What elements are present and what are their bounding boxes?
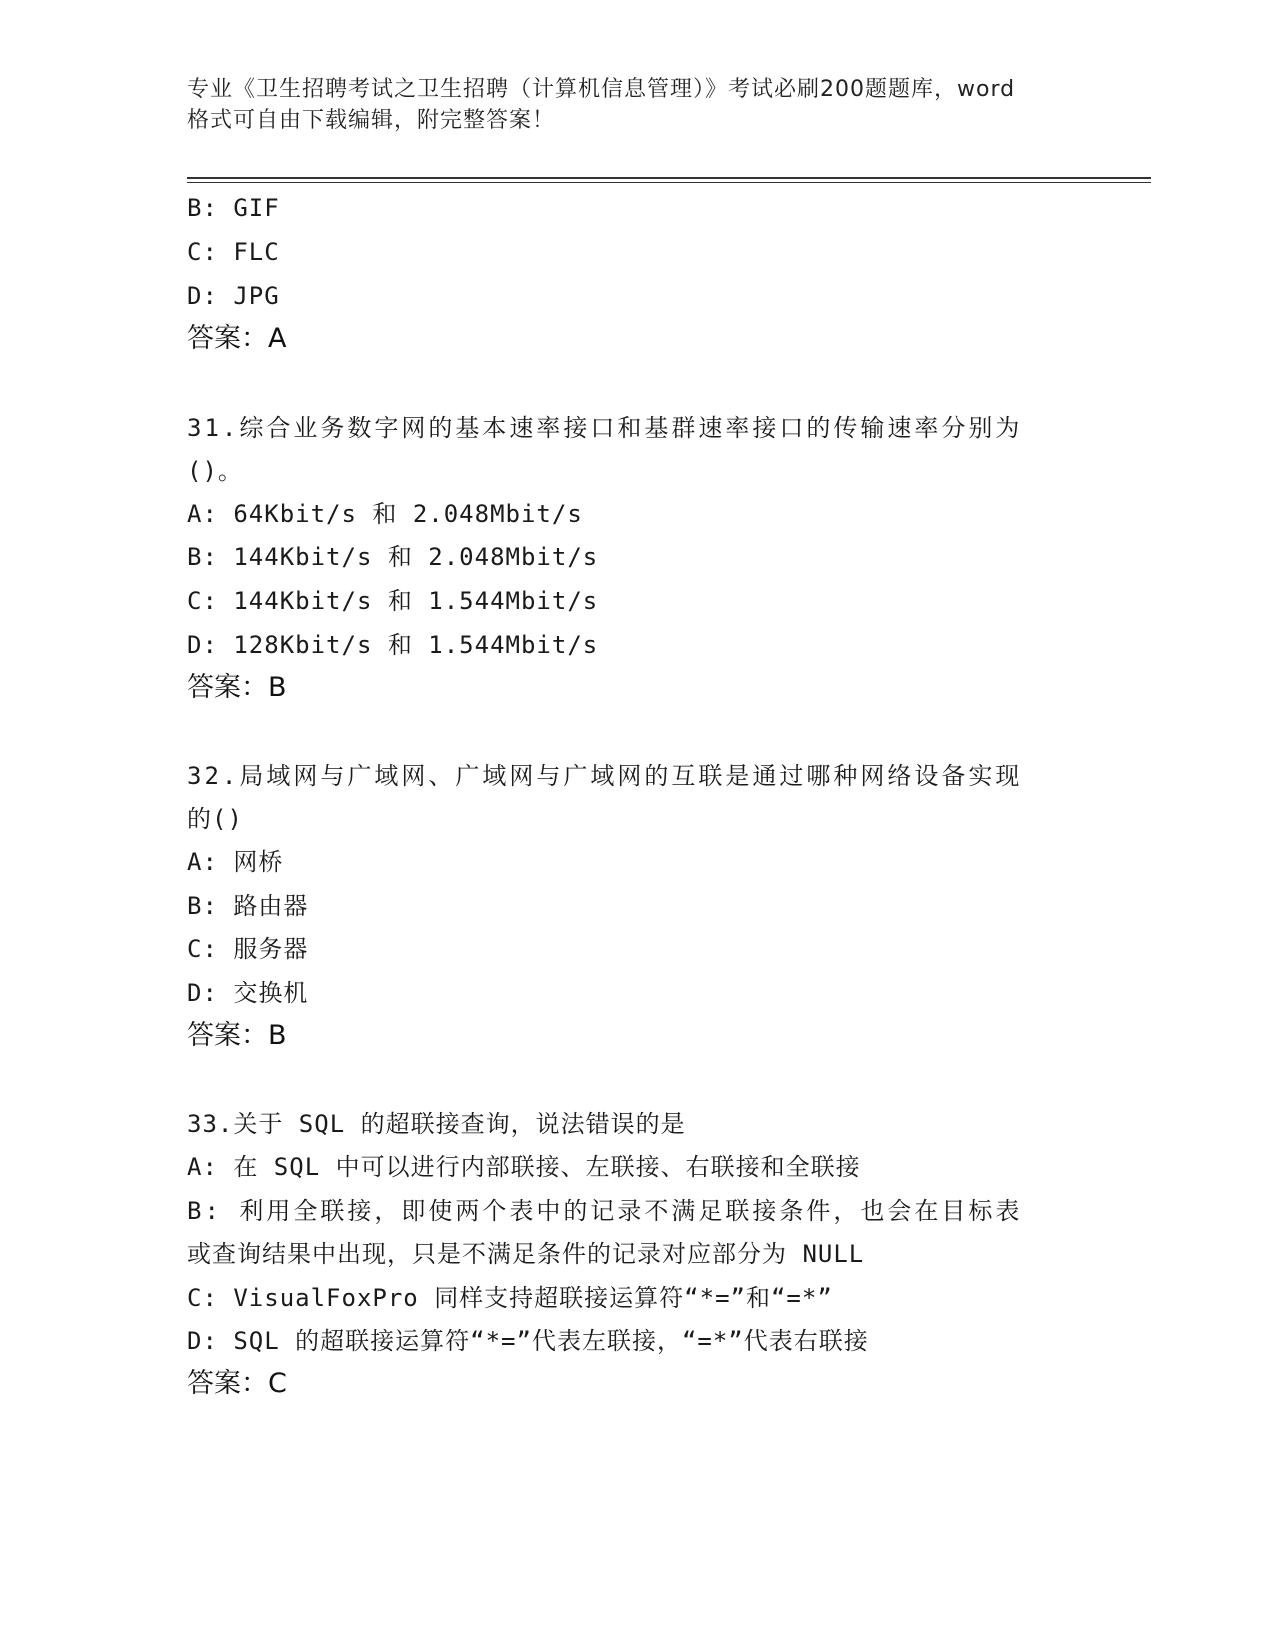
q33-option-c: C: VisualFoxPro 同样支持超联接运算符“*=”和“=*” (187, 1284, 833, 1312)
q32-option-a: A: 网桥 (187, 848, 284, 876)
header-divider-thick (187, 177, 1151, 179)
q32-stem-line-2: 的() (187, 805, 243, 833)
q32-answer: 答案：B (187, 1020, 287, 1051)
q30-answer: 答案：A (187, 323, 287, 354)
q33-stem: 33.关于 SQL 的超联接查询，说法错误的是 (187, 1110, 686, 1138)
q33-option-d: D: SQL 的超联接运算符“*=”代表左联接，“=*”代表右联接 (187, 1327, 869, 1355)
q31-option-c: C: 144Kbit/s 和 1.544Mbit/s (187, 587, 599, 615)
q31-answer: 答案：B (187, 672, 287, 703)
q33-option-a: A: 在 SQL 中可以进行内部联接、左联接、右联接和全联接 (187, 1153, 861, 1181)
q32-option-b: B: 路由器 (187, 892, 309, 920)
q31-stem-line-1: 31.综合业务数字网的基本速率接口和基群速率接口的传输速率分别为 (187, 414, 1023, 442)
q31-option-b: B: 144Kbit/s 和 2.048Mbit/s (187, 543, 599, 571)
q30-option-b: B: GIF (187, 194, 280, 222)
header-divider-thin (187, 182, 1151, 183)
q31-option-d: D: 128Kbit/s 和 1.544Mbit/s (187, 631, 599, 659)
q30-option-c: C: FLC (187, 238, 280, 266)
q33-option-b: B: 利用全联接，即使两个表中的记录不满足联接条件，也会在目标表 (187, 1197, 1023, 1225)
document-header (187, 74, 1087, 136)
header-line-1: 专业《卫生招聘考试之卫生招聘（计算机信息管理）》考试必刷200题题库，word (187, 77, 1016, 102)
q33-option-b-continued: 或查询结果中出现，只是不满足条件的记录对应部分为 NULL (187, 1240, 865, 1268)
q33-answer: 答案：C (187, 1368, 287, 1399)
header-line-2: 格式可自由下载编辑，附完整答案！ (187, 108, 556, 133)
q31-stem-line-2: ()。 (187, 457, 243, 485)
q32-option-c: C: 服务器 (187, 935, 309, 963)
q30-option-d: D: JPG (187, 282, 280, 310)
q31-option-a: A: 64Kbit/s 和 2.048Mbit/s (187, 500, 583, 528)
q32-stem-line-1: 32.局域网与广域网、广域网与广域网的互联是通过哪种网络设备实现 (187, 762, 1023, 790)
q32-option-d: D: 交换机 (187, 979, 309, 1007)
